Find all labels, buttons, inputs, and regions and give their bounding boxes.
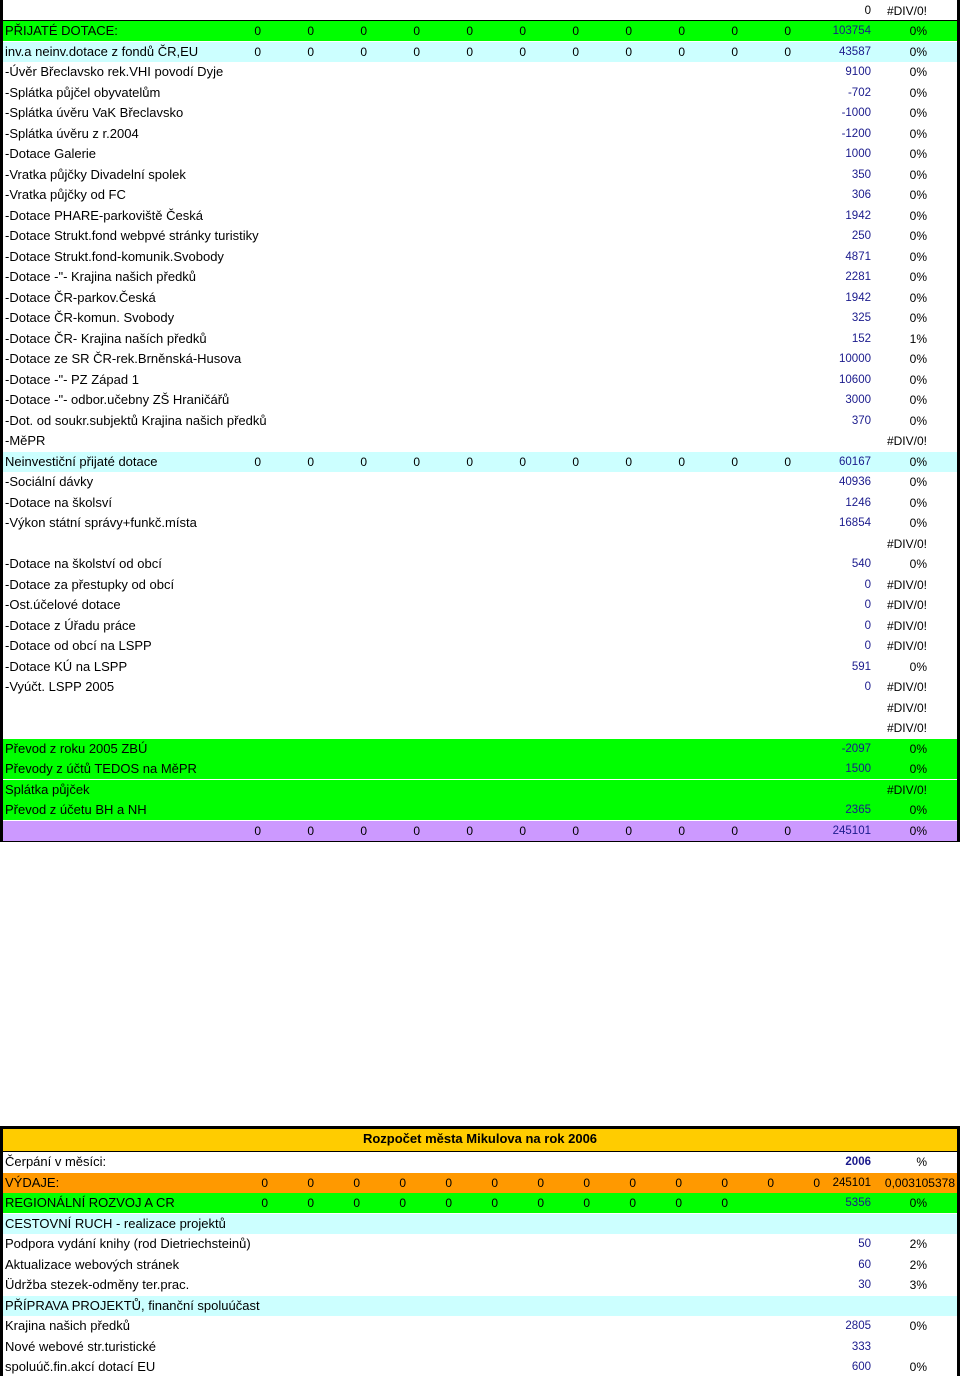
cell-counter: 0: [307, 823, 314, 838]
cell-percent: #DIV/0!: [886, 700, 927, 715]
cell-percent: 0%: [909, 311, 927, 325]
cell-value: 325: [851, 312, 871, 324]
cell-percent: 0%: [909, 229, 927, 243]
cell-counter: 0: [572, 44, 579, 59]
cell-percent: 0%: [909, 495, 927, 510]
table-row: [3, 698, 957, 718]
cell-counter: 0: [583, 1196, 590, 1210]
cell-counter: 0: [491, 1175, 498, 1190]
table-row: [3, 144, 957, 164]
cell-value: 306: [851, 189, 871, 201]
cell-value: 370: [851, 414, 871, 427]
cell-label: -Sociální dávky: [5, 474, 94, 489]
cell-percent: #DIV/0!: [886, 721, 927, 735]
cell-percent: 0%: [909, 167, 927, 182]
cell-counter: 0: [519, 823, 526, 838]
table-row: [3, 493, 957, 513]
table-row: [3, 1129, 957, 1151]
table-row: [3, 1275, 957, 1295]
budget-sheet: [0, 1126, 960, 1376]
cell-label: -Splátka úvěru VaK Břeclavsko: [5, 105, 184, 120]
table-row: [3, 308, 957, 328]
cell-counter: 0: [254, 823, 261, 838]
table-row: [3, 83, 957, 103]
cell-counter: 0: [731, 44, 738, 59]
cell-value: 2365: [845, 804, 871, 816]
cell-counter: 0: [625, 24, 632, 38]
cell-label: Aktualizace webových stránek: [5, 1256, 180, 1272]
table-row: [3, 288, 957, 308]
cell-label: -Dotace PHARE-parkoviště Česká: [5, 207, 203, 223]
cell-percent: 0%: [909, 147, 927, 161]
cell-value: 591: [851, 660, 871, 673]
cell-percent: 0%: [909, 516, 927, 530]
cell-value: 350: [851, 168, 871, 181]
cell-percent: 0,003105378: [884, 1175, 955, 1190]
cell-counter: 0: [261, 1175, 268, 1190]
cell-value: 0: [864, 599, 871, 611]
cell-percent: 0%: [909, 762, 927, 776]
cell-label: -Dot. od soukr.subjektů Krajina našich předků: [5, 412, 267, 428]
cell-label: -Dotace za přestupky od obcí: [5, 576, 175, 592]
cell-counter: 0: [307, 454, 314, 469]
cell-label: Převod z roku 2005 ZBÚ: [5, 740, 148, 756]
cell-label: -Dotace Strukt.fond-komunik.Svobody: [5, 248, 224, 264]
cell-counter: 0: [254, 44, 261, 59]
cell-label: inv.a neinv.dotace z fondů ČR,EU: [5, 43, 199, 59]
cell-label: -Dotace ČR- Krajina naších předků: [5, 330, 207, 346]
cell-counter: 0: [353, 1175, 360, 1190]
cell-value: 1246: [845, 496, 871, 509]
table-row: [3, 800, 957, 820]
cell-label: -Dotace na školsví: [5, 494, 112, 510]
table-row: [3, 1316, 957, 1336]
cell-counter: 0: [721, 1175, 728, 1190]
cell-percent: 0%: [909, 1360, 927, 1374]
table-row: [3, 677, 957, 697]
cell-counter: 0: [572, 24, 579, 38]
table-row: [3, 821, 957, 841]
cell-label: -Splátka úvěru z r.2004: [5, 125, 139, 141]
cell-counter: 0: [360, 44, 367, 59]
cell-percent: #DIV/0!: [886, 577, 927, 592]
table-row: [3, 616, 957, 636]
cell-counter: 0: [537, 1196, 544, 1210]
cell-label: -Dotace od obcí na LSPP: [5, 638, 152, 653]
cell-percent: 1%: [909, 331, 927, 346]
cell-value: 152: [851, 332, 871, 345]
cell-counter: 0: [307, 1175, 314, 1190]
cell-label: REGIONÁLNÍ ROZVOJ A CR: [5, 1195, 175, 1210]
cell-value: 60167: [839, 455, 871, 468]
cell-counter: 0: [731, 24, 738, 38]
table-row: [3, 780, 957, 800]
cell-percent: %: [916, 1155, 927, 1169]
cell-label: spoluúč.fin.akcí dotací EU: [5, 1359, 156, 1374]
table-row: [3, 636, 957, 656]
table-row: [3, 42, 957, 62]
cell-counter: 0: [731, 823, 738, 838]
table-row: [3, 390, 957, 410]
cell-counter: 0: [307, 24, 314, 38]
cell-label: -Dotace ČR-komun. Svobody: [5, 310, 175, 325]
cell-counter: 0: [353, 1196, 360, 1210]
cell-percent: 0%: [909, 208, 927, 223]
table-row: [3, 739, 957, 759]
table-row: [3, 575, 957, 595]
cell-counter: 0: [466, 24, 473, 38]
table-row: [3, 431, 957, 451]
cell-percent: 2%: [909, 1257, 927, 1272]
cell-label: Nové webové str.turistické: [5, 1338, 157, 1354]
cell-counter: 0: [519, 24, 526, 38]
cell-counter: 0: [678, 823, 685, 838]
table-row: [3, 206, 957, 226]
cell-percent: 0%: [909, 393, 927, 407]
cell-value: 30: [858, 1279, 871, 1291]
cell-counter: 0: [445, 1175, 452, 1190]
cell-counter: 0: [261, 1196, 268, 1210]
cell-counter: 0: [721, 1196, 728, 1210]
cell-counter: 0: [813, 1175, 820, 1190]
cell-label: VÝDAJE:: [5, 1174, 60, 1190]
cell-label: -Dotace -"- Krajina našich předků: [5, 269, 197, 284]
cell-counter: 0: [307, 1196, 314, 1210]
cell-value: 0: [864, 619, 871, 632]
cell-value: -702: [847, 86, 871, 99]
cell-label: -Vyúčt. LSPP 2005: [5, 679, 115, 694]
cell-label: -Dotace na školství od obcí: [5, 556, 162, 571]
cell-value: 103754: [832, 25, 871, 37]
cell-counter: 0: [784, 454, 791, 469]
cell-value: 3000: [845, 394, 871, 406]
cell-label: Krajina našich předků: [5, 1318, 131, 1333]
cell-counter: 0: [360, 823, 367, 838]
cell-counter: 0: [625, 44, 632, 59]
cell-percent: 0%: [909, 188, 927, 202]
table-row: [3, 1214, 957, 1234]
cell-counter: 0: [625, 454, 632, 469]
cell-counter: 0: [413, 823, 420, 838]
cell-value: 0: [864, 5, 871, 17]
cell-counter: 0: [254, 454, 261, 469]
cell-value: 1000: [845, 148, 871, 160]
cell-counter: 0: [413, 44, 420, 59]
cell-counter: 0: [360, 24, 367, 38]
cell-counter: 0: [767, 1175, 774, 1190]
cell-label: -Dotace -"- odbor.učebny ZŠ Hraničářů: [5, 392, 230, 407]
table-row: [3, 1357, 957, 1377]
cell-value: 5356: [845, 1197, 871, 1209]
cell-value: 0: [864, 640, 871, 652]
cell-value: -1000: [841, 107, 871, 119]
cell-percent: 0%: [909, 659, 927, 674]
cell-value: 540: [851, 558, 871, 570]
table-row: [3, 1, 957, 21]
cell-counter: 0: [466, 454, 473, 469]
table-row: [3, 185, 957, 205]
cell-percent: 0%: [909, 823, 927, 838]
cell-counter: 0: [445, 1196, 452, 1210]
cell-percent: 0%: [909, 475, 927, 489]
cell-percent: #DIV/0!: [886, 680, 927, 694]
table-row: [3, 1193, 957, 1213]
cell-counter: 0: [625, 823, 632, 838]
cell-counter: 0: [466, 823, 473, 838]
cell-label: -Splátka půjčel obyvatelům: [5, 84, 161, 100]
cell-counter: 0: [629, 1175, 636, 1190]
cell-counter: 0: [784, 24, 791, 38]
table-row: [3, 1234, 957, 1254]
cell-counter: 0: [572, 454, 579, 469]
cell-percent: 0%: [909, 1319, 927, 1333]
table-row: [3, 1255, 957, 1275]
cell-counter: 0: [466, 44, 473, 59]
cell-percent: 0%: [909, 65, 927, 79]
cell-label: -Dotace z Úřadu práce: [5, 617, 136, 633]
cell-label: Převody z účtů TEDOS na MěPR: [5, 761, 197, 776]
table-row: [3, 1152, 957, 1172]
cell-label: Převod z účetu BH a NH: [5, 802, 147, 817]
cell-counter: 0: [537, 1175, 544, 1190]
cell-percent: 0%: [909, 44, 927, 59]
table-row: [3, 247, 957, 267]
cell-value: 1500: [845, 763, 871, 775]
cell-label: -Dotace ze SR ČR-rek.Brněnská-Husova: [5, 351, 242, 366]
cell-label: -Úvěr Břeclavsko rek.VHI povodí Dyje: [5, 64, 224, 79]
table-row: [3, 21, 957, 41]
cell-value: 2006: [845, 1156, 871, 1168]
cell-percent: 0%: [909, 803, 927, 817]
cell-percent: 0%: [909, 290, 927, 305]
table-row: [3, 411, 957, 431]
cell-value: 10000: [839, 353, 871, 365]
sheet-title: Rozpočet města Mikulova na rok 2006: [362, 1131, 598, 1146]
cell-label: PŘÍPRAVA PROJEKTŮ, finanční spoluúčast: [5, 1297, 260, 1313]
cell-counter: 0: [413, 24, 420, 38]
cell-counter: 0: [413, 454, 420, 469]
cell-counter: 0: [731, 454, 738, 469]
table-row: [3, 554, 957, 574]
table-row: [3, 370, 957, 390]
cell-percent: #DIV/0!: [886, 598, 927, 612]
cell-value: 60: [858, 1258, 871, 1271]
table-row: [3, 534, 957, 554]
cell-value: 0: [864, 578, 871, 591]
cell-percent: 0%: [909, 24, 927, 38]
row-divider: [3, 841, 957, 842]
cell-value: -2097: [841, 742, 871, 755]
cell-percent: 0%: [909, 454, 927, 469]
table-row: [3, 103, 957, 123]
cell-label: -MěPR: [5, 433, 46, 448]
cell-counter: 0: [678, 24, 685, 38]
cell-label: -Výkon státní správy+funkč.místa: [5, 515, 197, 530]
table-row: [3, 329, 957, 349]
cell-label: CESTOVNÍ RUCH - realizace projektů: [5, 1215, 226, 1231]
cell-percent: #DIV/0!: [886, 618, 927, 633]
cell-label: -Ost.účelové dotace: [5, 597, 121, 612]
cell-value: 4871: [845, 250, 871, 263]
cell-label: Neinvestiční přijaté dotace: [5, 453, 158, 469]
cell-value: 2281: [845, 271, 871, 283]
cell-counter: 0: [629, 1196, 636, 1210]
table-row: [3, 759, 957, 779]
cell-counter: 0: [572, 823, 579, 838]
table-row: [3, 1173, 957, 1193]
cell-percent: 0%: [909, 352, 927, 366]
cell-value: 245101: [832, 1176, 871, 1189]
table-row: [3, 226, 957, 246]
table-row: [3, 349, 957, 369]
cell-percent: 0%: [909, 249, 927, 264]
table-row: [3, 657, 957, 677]
cell-percent: 0%: [909, 85, 927, 100]
cell-value: -1200: [841, 127, 871, 140]
table-row: [3, 1337, 957, 1357]
cell-value: 600: [851, 1361, 871, 1373]
cell-value: 1942: [845, 209, 871, 222]
table-row: [3, 124, 957, 144]
cell-percent: 0%: [909, 106, 927, 120]
cell-counter: 0: [678, 44, 685, 59]
cell-counter: 0: [519, 454, 526, 469]
cell-label: Podpora vydání knihy (rod Dietriechsteinů): [5, 1236, 251, 1251]
cell-percent: 2%: [909, 1237, 927, 1251]
table-row: [3, 595, 957, 615]
cell-counter: 0: [399, 1196, 406, 1210]
cell-value: 250: [851, 230, 871, 242]
cell-label: -Dotace ČR-parkov.Česká: [5, 289, 156, 305]
cell-label: PŘIJATÉ DOTACE:: [5, 23, 118, 38]
table-row: [3, 452, 957, 472]
cell-value: 245101: [832, 824, 871, 837]
table-row: [3, 165, 957, 185]
table-row: [3, 1296, 957, 1316]
cell-value: 50: [858, 1238, 871, 1250]
cell-percent: 0%: [909, 270, 927, 284]
table-row: [3, 267, 957, 287]
cell-percent: 0%: [909, 1196, 927, 1210]
cell-value: 0: [864, 681, 871, 693]
cell-value: 2805: [845, 1320, 871, 1332]
table-row: [3, 718, 957, 738]
cell-counter: 0: [583, 1175, 590, 1190]
cell-counter: 0: [675, 1175, 682, 1190]
cell-counter: 0: [360, 454, 367, 469]
cell-percent: 0%: [909, 372, 927, 387]
cell-value: 43587: [839, 45, 871, 58]
cell-percent: #DIV/0!: [886, 782, 927, 797]
cell-percent: 0%: [909, 413, 927, 428]
cell-value: 9100: [845, 66, 871, 78]
cell-label: Splátka půjček: [5, 781, 90, 797]
cell-label: Üdržba stezek-odměny ter.prac.: [5, 1277, 190, 1292]
cell-value: 40936: [839, 476, 871, 488]
cell-counter: 0: [678, 454, 685, 469]
cell-percent: #DIV/0!: [886, 434, 927, 448]
cell-counter: 0: [254, 24, 261, 38]
cell-label: Čerpání v měsíci:: [5, 1154, 107, 1169]
cell-value: 16854: [839, 517, 871, 529]
cell-percent: 0%: [909, 126, 927, 141]
cell-percent: #DIV/0!: [886, 4, 927, 18]
cell-counter: 0: [784, 44, 791, 59]
table-row: [3, 513, 957, 533]
cell-counter: 0: [307, 44, 314, 59]
cell-percent: 3%: [909, 1278, 927, 1292]
cell-percent: #DIV/0!: [886, 536, 927, 551]
cell-percent: #DIV/0!: [886, 639, 927, 653]
cell-label: -Dotace Galerie: [5, 146, 97, 161]
cell-label: -Dotace KÚ na LSPP: [5, 658, 128, 674]
cell-percent: 0%: [909, 741, 927, 756]
table-row: [3, 62, 957, 82]
cell-counter: 0: [784, 823, 791, 838]
cell-label: -Dotace -"- PZ Západ 1: [5, 371, 139, 387]
cell-value: 10600: [839, 373, 871, 386]
cell-value: 1942: [845, 291, 871, 304]
cell-counter: 0: [491, 1196, 498, 1210]
cell-label: -Dotace Strukt.fond webpvé stránky turistiky: [5, 228, 259, 243]
cell-counter: 0: [399, 1175, 406, 1190]
cell-label: -Vratka půjčky Divadelní spolek: [5, 166, 186, 182]
cell-value: 333: [851, 1340, 871, 1353]
cell-percent: 0%: [909, 557, 927, 571]
cell-counter: 0: [519, 44, 526, 59]
table-row: [3, 472, 957, 492]
cell-counter: 0: [675, 1196, 682, 1210]
cell-label: -Vratka půjčky od FC: [5, 187, 126, 202]
